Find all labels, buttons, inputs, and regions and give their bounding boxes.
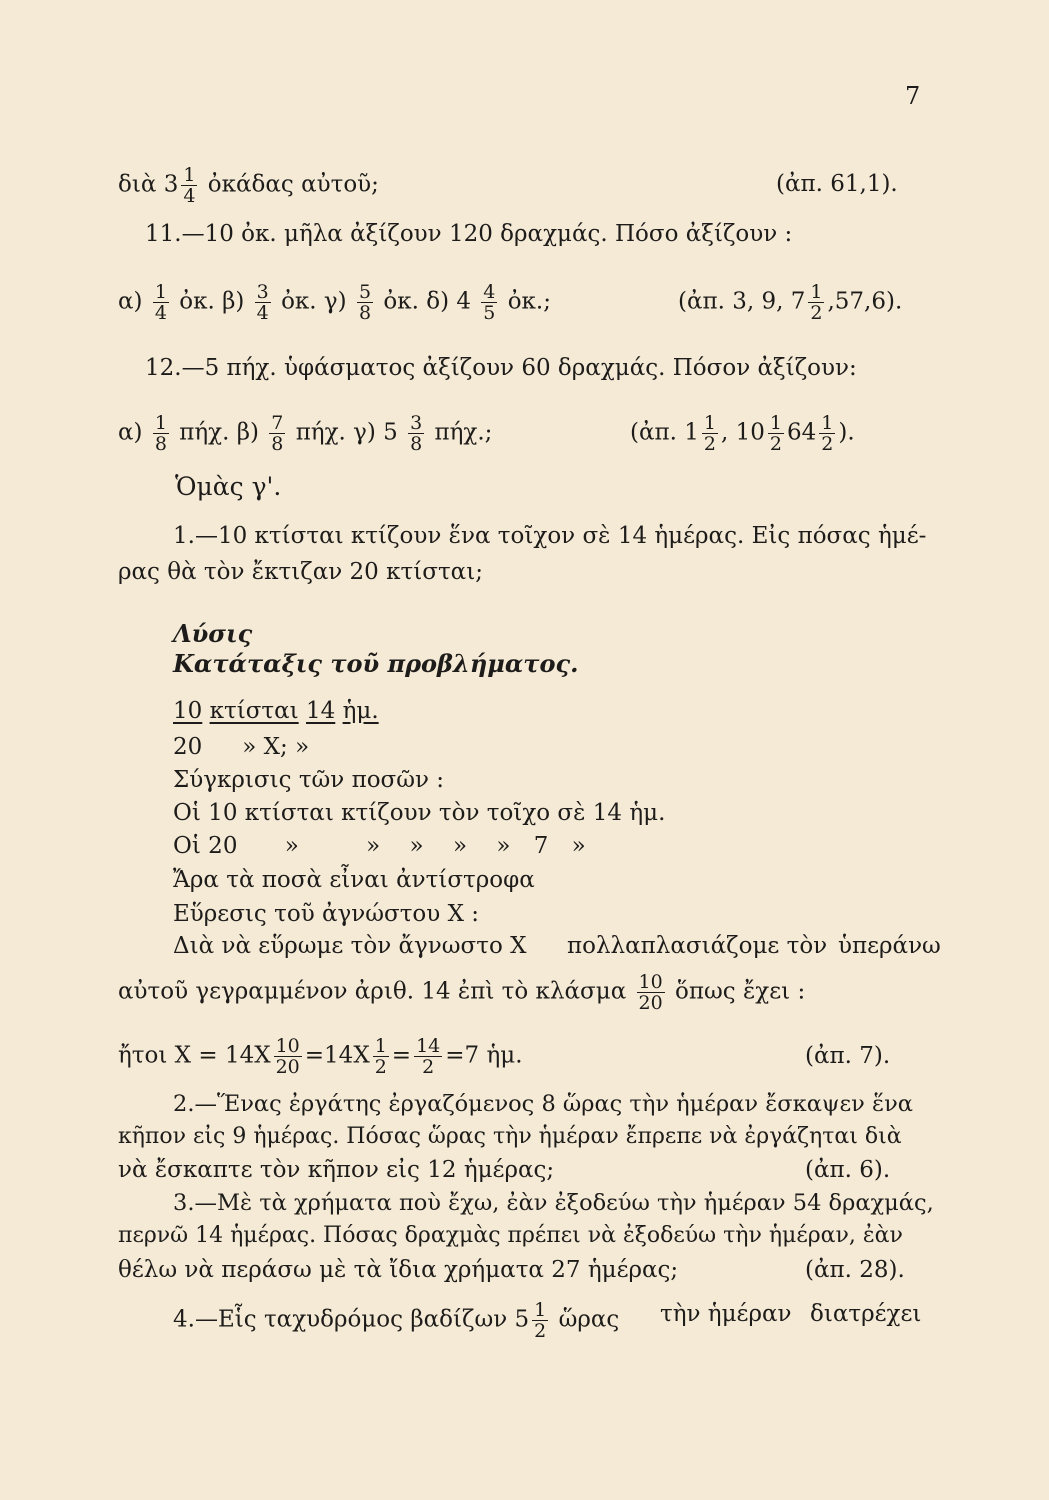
answer-11 xyxy=(678,282,902,323)
exercise-10-tail xyxy=(118,165,379,206)
fraction xyxy=(255,282,271,323)
ditto: » xyxy=(452,833,468,859)
text: =7 ἡμ. xyxy=(445,1042,523,1069)
text: » xyxy=(295,734,310,760)
numerator: 1 xyxy=(374,1035,387,1057)
procedure-line-1b: πολλαπλασιάζομε τὸν xyxy=(567,933,828,959)
numerator: 1 xyxy=(154,281,167,303)
numerator: 1 xyxy=(810,281,823,303)
text: ὀκάδας αὐτοῦ; xyxy=(207,171,379,198)
find-unknown-line: Εὕρεσις τοῦ ἀγνώστου X : xyxy=(173,901,479,927)
text: διὰ 3 xyxy=(118,171,179,198)
exercise-11-parts xyxy=(118,282,551,323)
exercise-2-line-1: 2.—Ἕνας ἐργάτης ἐργαζόμενος 8 ὥρας τὴν ἡμέραν ἔσκαψεν ἕνα xyxy=(173,1091,913,1117)
denominator: 2 xyxy=(422,1056,435,1078)
text: αὐτοῦ γεγραμμένον ἀριθ. 14 ἐπὶ τὸ κλάσμα xyxy=(118,978,627,1005)
comparison-line-2 xyxy=(173,832,586,860)
text: ἡμ. xyxy=(342,698,379,724)
answer-12 xyxy=(630,413,855,454)
fraction xyxy=(153,413,169,454)
text: πήχ.; xyxy=(434,419,493,446)
denominator: 20 xyxy=(638,992,663,1014)
ditto: » xyxy=(284,833,299,859)
exercise-2-line-3: νὰ ἔσκαπτε τὸν κῆπον εἰς 12 ἡμέρας; xyxy=(118,1157,555,1183)
denominator: 8 xyxy=(271,433,284,455)
numerator: 1 xyxy=(183,164,196,186)
arrangement-row-1 xyxy=(173,697,379,725)
exercise-3-line-2: περνῶ 14 ἡμέρας. Πόσας δραχμὰς πρέπει νὰ ἐξοδεύω τὴν ἡμέραν, ἐὰν xyxy=(118,1223,903,1248)
text: 7 xyxy=(533,833,549,859)
text: 20 xyxy=(173,734,203,760)
fraction xyxy=(357,282,373,323)
exercise-2-line-2: κῆπον εἰς 9 ἡμέρας. Πόσας ὥρας τὴν ἡμέραν ἔπρεπε νὰ ἐργάζηται διὰ xyxy=(118,1124,902,1149)
fraction xyxy=(702,413,718,454)
fraction xyxy=(408,413,424,454)
text: = xyxy=(391,1042,412,1069)
fraction xyxy=(481,282,497,323)
fraction xyxy=(819,413,835,454)
text: Οἱ 20 xyxy=(173,833,238,859)
text: (ἀπ. 3, 9, 7 xyxy=(678,288,806,315)
fraction xyxy=(274,1036,302,1077)
numerator: 7 xyxy=(271,412,284,434)
exercise-1-line-1: 1.—10 κτίσται κτίζουν ἕνα τοῖχον σὲ 14 ἡμέρας. Εἰς πόσας ἡμέ- xyxy=(173,523,927,549)
numerator: 14 xyxy=(416,1035,441,1057)
fraction xyxy=(637,972,665,1013)
fraction xyxy=(181,165,197,206)
numerator: 1 xyxy=(821,412,834,434)
comparison-line-1: Οἱ 10 κτίσται κτίζουν τὸν τοῖχο σὲ 14 ἡμ. xyxy=(173,800,666,826)
numerator: 1 xyxy=(769,412,782,434)
denominator: 2 xyxy=(810,302,823,324)
denominator: 2 xyxy=(769,433,782,455)
denominator: 5 xyxy=(483,302,496,324)
numerator: 1 xyxy=(703,412,716,434)
denominator: 4 xyxy=(183,185,196,207)
text: » xyxy=(242,734,257,760)
numerator: 1 xyxy=(154,412,167,434)
text: 10 xyxy=(173,698,203,724)
text: α) xyxy=(118,288,143,315)
text: πήχ. β) xyxy=(179,419,259,446)
answer-2: (ἀπ. 6). xyxy=(805,1157,891,1183)
procedure-line-1a: Διὰ νὰ εὕρωμε τὸν ἄγνωστο X xyxy=(173,933,527,959)
arrangement-row-2 xyxy=(173,733,309,761)
ditto: » xyxy=(409,833,424,859)
text: ὀκ. δ) 4 xyxy=(383,288,471,315)
exercise-4-line-1 xyxy=(173,1300,619,1341)
text: ὅπως ἔχει : xyxy=(675,978,806,1005)
exercise-11-statement: 11.—10 ὀκ. μῆλα ἀξίζουν 120 δραχμάς. Πόσο ἀξίζουν : xyxy=(145,221,793,247)
numerator: 3 xyxy=(410,412,423,434)
procedure-line-1c: ὑπεράνω xyxy=(838,933,941,959)
numerator: 10 xyxy=(275,1035,300,1057)
fraction xyxy=(269,413,285,454)
ditto: » xyxy=(571,833,586,859)
conclusion-line: Ἄρα τὰ ποσὰ εἶναι ἀντίστροφα xyxy=(173,867,535,893)
numerator: 5 xyxy=(358,281,372,303)
answer-10: (ἀπ. 61,1). xyxy=(776,171,898,197)
text: ὀκ. β) xyxy=(179,288,245,315)
text: πήχ. γ) 5 xyxy=(295,419,398,446)
denominator: 8 xyxy=(154,433,167,455)
ditto: » xyxy=(496,833,511,859)
solution-heading: Λύσις xyxy=(173,619,253,648)
answer-1: (ἀπ. 7). xyxy=(805,1043,891,1069)
denominator: 8 xyxy=(358,302,372,324)
numerator: 10 xyxy=(638,971,663,993)
text: (ἀπ. 1 xyxy=(630,419,699,446)
numerator: 3 xyxy=(256,281,269,303)
text: ὀκ.; xyxy=(507,288,551,315)
denominator: 2 xyxy=(374,1056,387,1078)
exercise-3-line-3: θέλω νὰ περάσω μὲ τὰ ἴδια χρήματα 27 ἡμέρας; xyxy=(118,1257,679,1283)
procedure-line-2 xyxy=(118,972,805,1013)
group-heading: Ὁμὰς γ'. xyxy=(175,472,282,501)
fraction xyxy=(373,1036,389,1077)
text: 4.—Εἷς ταχυδρόμος βαδίζων 5 xyxy=(173,1306,530,1333)
exercise-12-parts xyxy=(118,413,492,454)
fraction xyxy=(153,282,169,323)
text: ἤτοι X = 14X xyxy=(118,1042,271,1069)
text: ,57,6). xyxy=(827,288,903,315)
exercise-4-line-1c: διατρέχει xyxy=(810,1301,922,1327)
exercise-12-statement: 12.—5 πήχ. ὑφάσματος ἀξίζουν 60 δραχμάς. Πόσον ἀξίζουν: xyxy=(145,355,857,381)
denominator: 2 xyxy=(703,433,716,455)
text: κτίσται xyxy=(209,698,299,724)
text: α) xyxy=(118,419,143,446)
arrangement-heading: Κατάταξις τοῦ προβλήματος. xyxy=(173,649,579,678)
calculation-line xyxy=(118,1036,523,1077)
text: =14X xyxy=(304,1042,370,1069)
exercise-1-line-2: ρας θὰ τὸν ἔκτιζαν 20 κτίσται; xyxy=(118,559,483,585)
exercise-3-line-1: 3.—Μὲ τὰ χρήματα ποὺ ἔχω, ἐὰν ἐξοδεύω τὴν ἡμέραν 54 δραχμάς, xyxy=(173,1190,934,1216)
fraction xyxy=(808,282,824,323)
numerator: 1 xyxy=(534,1299,547,1321)
numerator: 4 xyxy=(483,281,496,303)
denominator: 2 xyxy=(821,433,834,455)
denominator: 4 xyxy=(154,302,167,324)
denominator: 4 xyxy=(256,302,269,324)
denominator: 20 xyxy=(275,1056,300,1078)
text: ὥρας xyxy=(558,1306,620,1333)
fraction xyxy=(414,1036,442,1077)
text: ὀκ. γ) xyxy=(281,288,347,315)
exercise-4-line-1b: τὴν ἡμέραν xyxy=(660,1301,792,1327)
fraction xyxy=(532,1300,548,1341)
answer-3: (ἀπ. 28). xyxy=(805,1257,905,1283)
text: , 10 xyxy=(720,419,765,446)
fraction xyxy=(768,413,784,454)
text: 14 xyxy=(306,698,336,724)
ditto: » xyxy=(366,833,381,859)
page-number: 7 xyxy=(905,82,921,110)
text: 64 xyxy=(786,419,817,446)
denominator: 8 xyxy=(410,433,423,455)
text: ). xyxy=(838,419,855,446)
denominator: 2 xyxy=(534,1320,547,1342)
comparison-title: Σύγκρισις τῶν ποσῶν : xyxy=(173,767,445,793)
text: X; xyxy=(263,734,288,760)
